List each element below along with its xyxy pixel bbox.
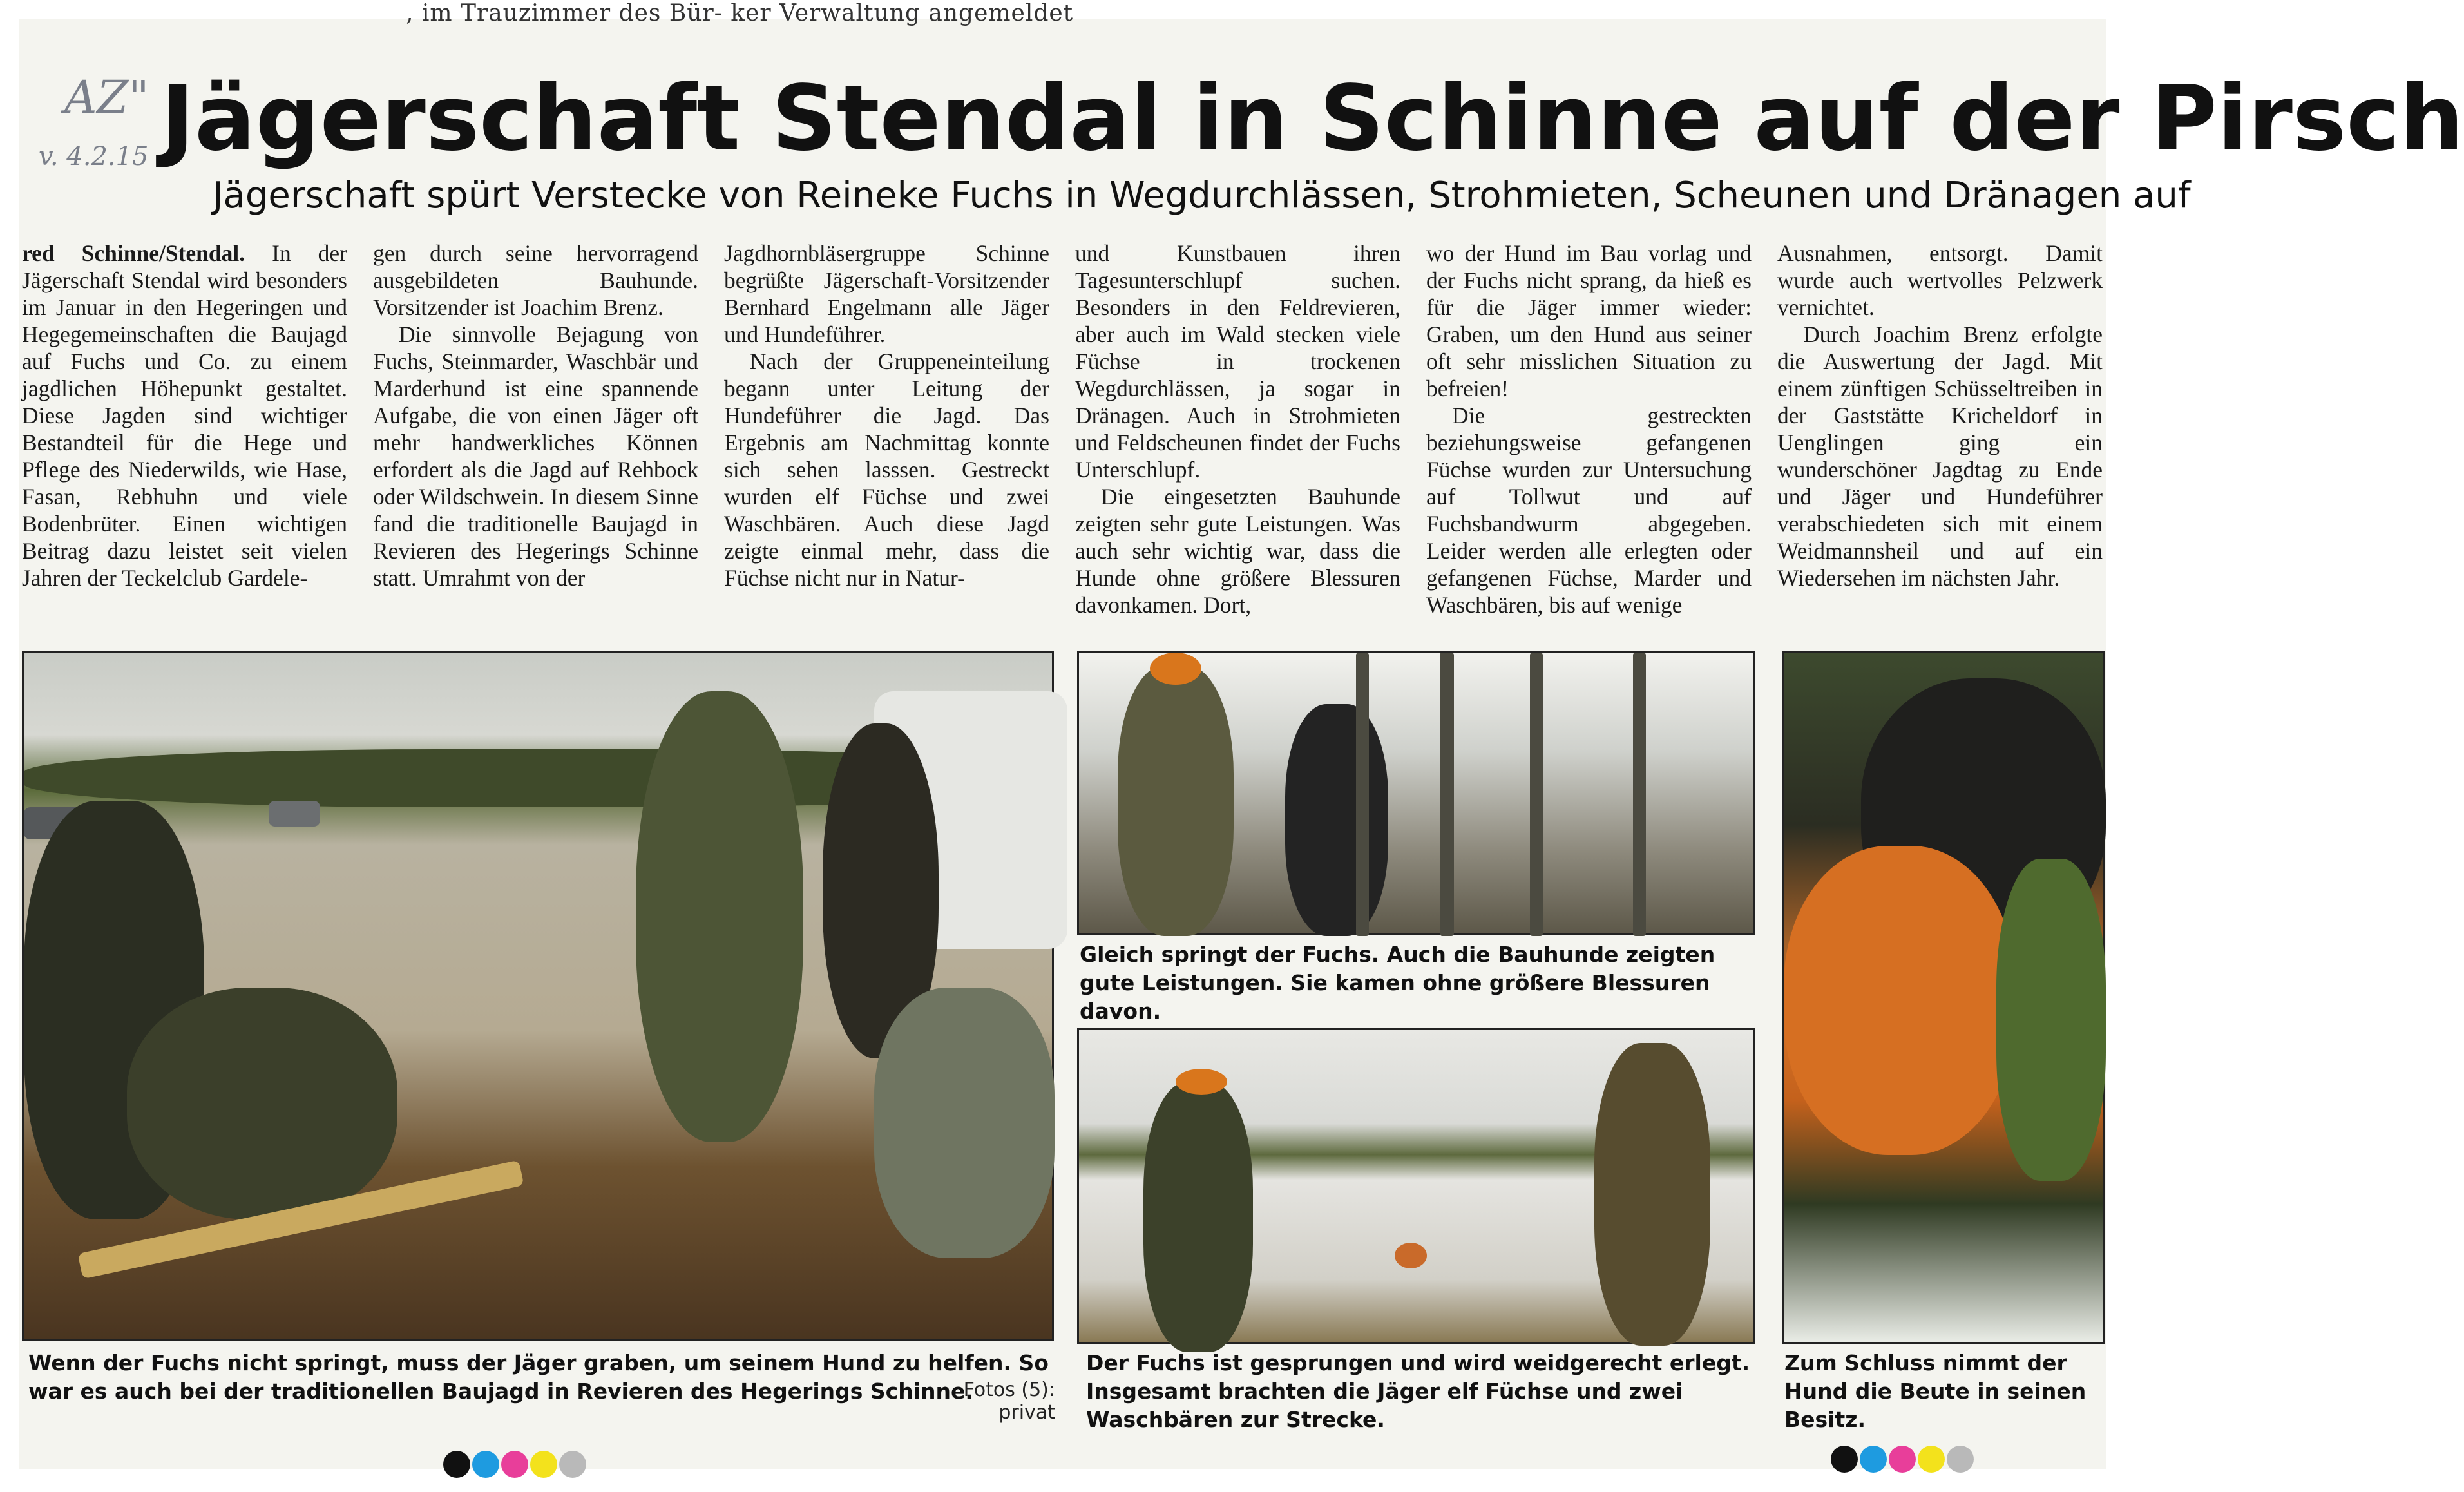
print-mark-dot: [1860, 1446, 1887, 1473]
photo-caption: Wenn der Fuchs nicht springt, muss der Jäger graben, um seinem Hund zu helfen. So war es auch bei der traditionellen Baujagd in Revieren des Hegerings Schinne.: [28, 1350, 1049, 1404]
article-paragraph: und Kunstbauen ihren Tagesunterschlupf suchen. Besonders in den Feldrevieren, aber auch im Wald stecken viele Füchse in trockenen Wegdurchlässen, ja sogar in Dränagen. Auch in Strohmieten und Feldscheunen findet der Fuchs Unterschlupf.: [1075, 240, 1400, 483]
article-paragraph: Nach der Gruppeneinteilung begann unter Leitung der Hundeführer die Jagd. Das Ergebnis am Nachmittag konnte sich sehen lasssen. Gestreckt wurden elf Füchse und zwei Waschbären. Auch diese Jagd zeigte einmal mehr, dass die Füchse nicht nur in Natur-: [724, 349, 1049, 591]
photo-hunters-digging: [22, 651, 1054, 1341]
photo-caption: Der Fuchs ist gesprungen und wird weidgerecht erlegt. Insgesamt brachten die Jäger elf Füchse und zwei Waschbären zur Strecke.: [1086, 1350, 1750, 1432]
running-fox: [1395, 1243, 1427, 1268]
torn-previous-article-text: , im Trauzimmer des Bür- ker Verwaltung angemeldet: [406, 0, 1074, 26]
photo-hunters-forest: [1077, 651, 1755, 935]
article-column-6: [1777, 240, 2103, 626]
print-color-marks: [1831, 1446, 1974, 1473]
hunter-figure: [874, 988, 1055, 1258]
photo-credit: Fotos (5): privat: [963, 1379, 1055, 1424]
dateline: red Schinne/Stendal.: [22, 240, 245, 266]
print-mark-dot: [1831, 1446, 1858, 1473]
print-mark-dot: [501, 1451, 528, 1478]
hunter-aiming: [1143, 1082, 1253, 1352]
hunter-figure: [1594, 1043, 1710, 1346]
paragraph-text: In der Jägerschaft Stendal wird besonders im Januar in den Hegeringen und Hegegemeinschaften die Baujagd auf Fuchs und Co. zu einem jagdlichen Höhepunkt gestaltet. Diese Jagden sind wichtiger Bestandteil für die Hege und Pflege des Niederwilds, wie Hase, Fasan, Rebhuhn und viele Bodenbrüter. Einen wichtigen Beitrag dazu leistet seit vielen Jahren der Teckelclub Gardele-: [22, 240, 348, 591]
print-mark-dot: [472, 1451, 499, 1478]
article-paragraph: [22, 240, 347, 591]
leaves: [1996, 859, 2106, 1181]
parked-car: [269, 801, 320, 827]
tree-trunk: [1530, 653, 1543, 936]
article-paragraph: Die gestreckten beziehungsweise gefangenen Füchse wurden zur Untersuchung auf Tollwut und auf Fuchsbandwurm abgegeben. Leider werden alle erlegten oder gefangenen Füchse, Marder und Waschbären, bis auf wenige: [1426, 403, 1752, 618]
orange-cap: [1150, 653, 1201, 685]
handwritten-source: AZ": [64, 71, 149, 124]
hunter-camouflage: [1118, 665, 1234, 936]
article-column-4: [1075, 240, 1400, 626]
article-paragraph: Durch Joachim Brenz erfolgte die Auswertung der Jagd. Mit einem zünftigen Schüsseltreiben in der Gaststätte Kricheldorf in Uenglingen ging ein wunderschöner Jagdtag zu Ende und Jäger und Hundeführer verabschiedeten sich mit einem Weidmannsheil und auf ein Wiedersehen im nächsten Jahr.: [1777, 321, 2103, 591]
print-color-marks: [443, 1451, 586, 1478]
headline: Jägerschaft Stendal in Schinne auf der Pirsch: [161, 66, 2464, 171]
article-paragraph: wo der Hund im Bau vorlag und der Fuchs nicht sprang, da hieß es für die Jäger immer wieder: Graben, um den Hund aus seiner oft sehr misslichen Situation zu befreien!: [1426, 240, 1752, 401]
photo-fox-shot: [1077, 1028, 1755, 1344]
article-column-5: [1426, 240, 1752, 626]
print-mark-dot: [1889, 1446, 1916, 1473]
tree-trunk: [1440, 653, 1454, 936]
print-mark-dot: [1918, 1446, 1945, 1473]
article-column-2: [373, 240, 698, 626]
photo-caption: Zum Schluss nimmt der Hund die Beute in seinen Besitz.: [1784, 1350, 2087, 1432]
hunter-figure: [127, 988, 397, 1219]
photo-dog-with-fox: [1782, 651, 2105, 1344]
article-body: [22, 240, 2103, 626]
article-paragraph: Ausnahmen, entsorgt. Damit wurde auch wertvolles Pelzwerk vernichtet.: [1777, 240, 2103, 320]
dead-fox: [1784, 846, 2016, 1155]
subheadline: Jägerschaft spürt Verstecke von Reineke Fuchs in Wegdurchlässen, Strohmieten, Scheunen und Dränagen auf: [213, 175, 2191, 216]
article-paragraph: Jagdhornbläsergruppe Schinne begrüßte Jägerschaft-Vorsitzender Bernhard Engelmann alle Jäger und Hundeführer.: [724, 240, 1049, 347]
tree-trunk: [1356, 653, 1369, 936]
orange-cap: [1176, 1069, 1227, 1095]
tree-trunk: [1633, 653, 1646, 936]
article-column-3: [724, 240, 1049, 626]
handwritten-date: v. 4.2.15: [39, 142, 149, 171]
article-paragraph: Die eingesetzten Bauhunde zeigten sehr gute Leistungen. Was auch sehr wichtig war, dass die Hunde ohne größere Blessuren davonkamen. Dort,: [1075, 484, 1400, 618]
photo-caption: Gleich springt der Fuchs. Auch die Bauhunde zeigten gute Leistungen. Sie kamen ohne größere Blessuren davon.: [1080, 942, 1715, 1024]
article-paragraph: gen durch seine hervorragend ausgebildeten Bauhunde. Vorsitzender ist Joachim Brenz.: [373, 240, 698, 320]
hunter-figure: [636, 691, 803, 1142]
print-mark-dot: [443, 1451, 470, 1478]
article-paragraph: Die sinnvolle Bejagung von Fuchs, Steinmarder, Waschbär und Marderhund ist eine spannende Aufgabe, die von einen Jäger oft mehr handwerkliches Können erfordert als die Jagd auf Rehbock oder Wildschwein. In diesem Sinne fand die traditionelle Baujagd in Revieren des Hegerings Schinne statt. Umrahmt von der: [373, 321, 698, 591]
print-mark-dot: [1947, 1446, 1974, 1473]
hunter-figure: [1285, 704, 1388, 936]
print-mark-dot: [530, 1451, 557, 1478]
print-mark-dot: [559, 1451, 586, 1478]
article-column-1: [22, 240, 347, 626]
